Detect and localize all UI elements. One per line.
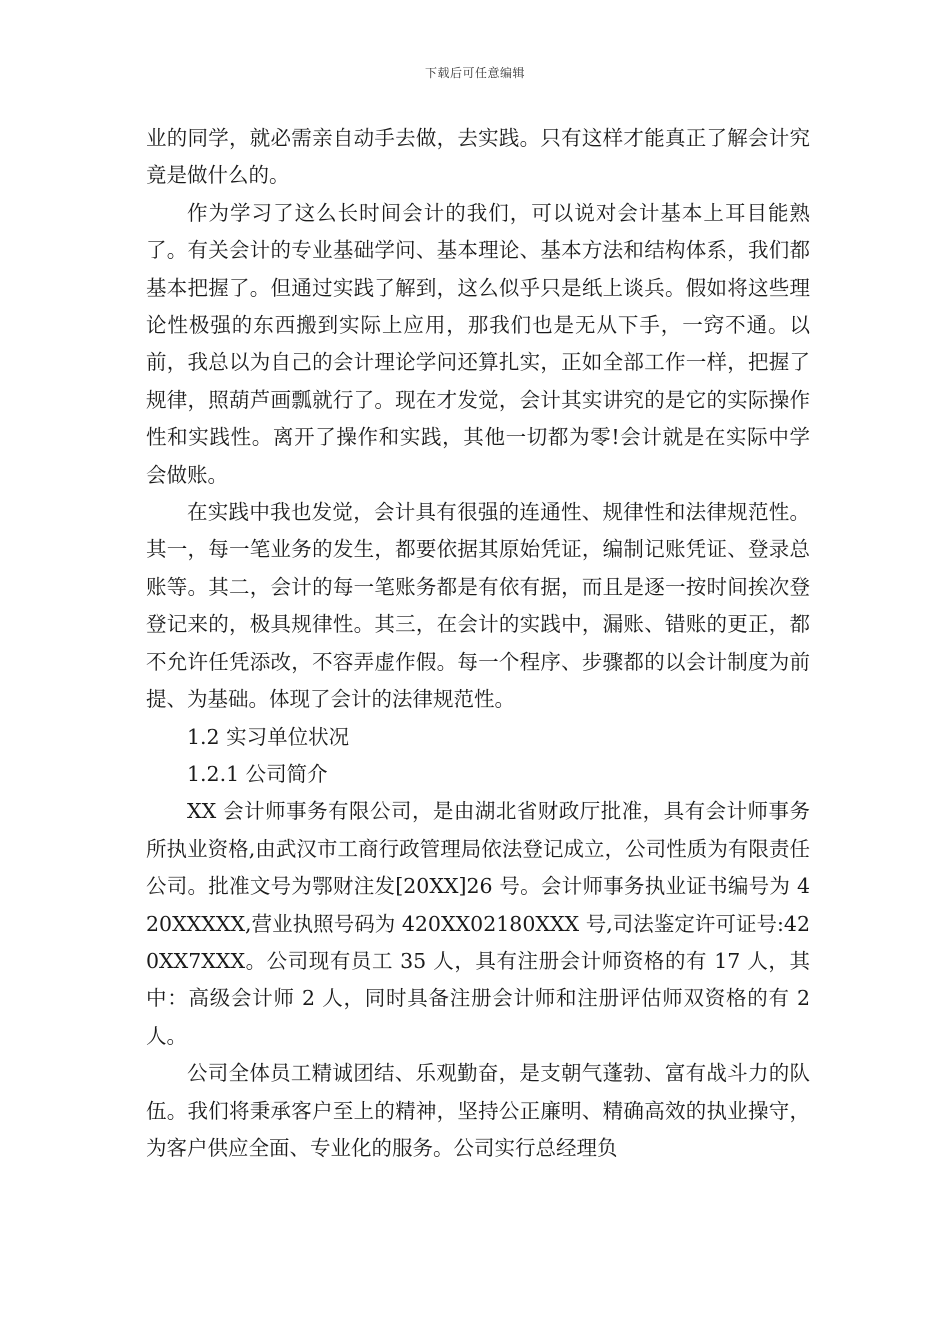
paragraph-company-team: 公司全体员工精诚团结、乐观勤奋，是支朝气蓬勃、富有战斗力的队伍。我们将秉承客户至上的精神，坚持公正廉明、精确高效的执业操守，为客户供应全面、专业化的服务。公司实行总经理负 — [146, 1061, 810, 1160]
paragraph-accounting-characteristics: 在实践中我也发觉，会计具有很强的连通性、规律性和法律规范性。其一，每一笔业务的发生，都要依据其原始凭证，编制记账凭证、登录总账等。其二，会计的每一笔账务都是有依有据，而且是逐一按时间挨次登登记来的，极具规律性。其三，在会计的实践中，漏账、错账的更正，都不允许任凭添改，不容弄虚作假。每一个程序、步骤都的以会计制度为前提、为基础。体现了会计的法律规范性。 — [146, 500, 810, 712]
subsection-heading-company-profile: 1.2.1 公司简介 — [187, 761, 328, 786]
page-header: 下载后可任意编辑 — [424, 66, 525, 80]
paragraph-company-info: XX 会计师事务有限公司，是由湖北省财政厅批准，具有会计师事务所执业资格,由武汉市工商行政管理局依法登记成立，公司性质为有限责任公司。批准文号为鄂财注发[20XX]26 号。会计师事务执业证书编号为 420XXXXX,营业执照号码为 420XX02180XXX 号,司法鉴定许可证号:420XX7XXX。公司现有员工 35 人，具有注册会计师资格的有 17 人，其中：高级会计师 2 人，同时具备注册会计师和注册评估师双资格的有 2 人。 — [146, 799, 810, 1048]
section-heading-internship-unit: 1.2 实习单位状况 — [187, 724, 350, 749]
paragraph-theory-practice: 作为学习了这么长时间会计的我们，可以说对会计基本上耳目能熟了。有关会计的专业基础学问、基本理论、基本方法和结构体系，我们都基本把握了。但通过实践了解到，这么似乎只是纸上谈兵。假如将这些理论性极强的东西搬到实际上应用，那我们也是无从下手，一窍不通。以前，我总以为自己的会计理论学问还算扎实，正如全部工作一样，把握了规律，照葫芦画瓢就行了。现在才发觉，会计其实讲究的是它的实际操作性和实践性。离开了操作和实践，其他一切都为零!会计就是在实际中学会做账。 — [146, 200, 810, 487]
paragraph-continuation: 业的同学，就必需亲自动手去做，去实践。只有这样才能真正了解会计究竟是做什么的。 — [146, 126, 810, 188]
document-body — [146, 120, 810, 1167]
